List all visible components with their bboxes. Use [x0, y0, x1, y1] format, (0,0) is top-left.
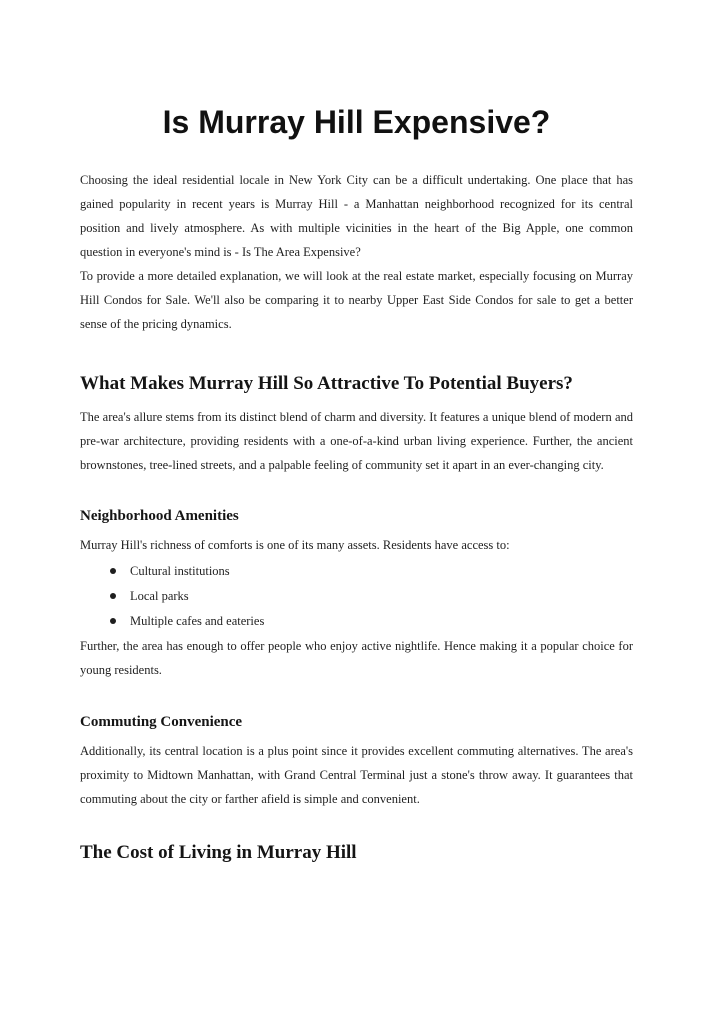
- document-title: Is Murray Hill Expensive?: [162, 104, 551, 140]
- list-item: Multiple cafes and eateries: [130, 609, 633, 633]
- commuting-paragraph: Additionally, its central location is a plus point since it provides excellent commuting alternatives. The area's proximity to Midtown Manhattan, with Grand Central Terminal just a stone's throw away. It guarantees that commuting about the city or farther afield is simple and convenient.: [80, 744, 633, 806]
- amenities-lead-paragraph: Murray Hill's richness of comforts is one of its many assets. Residents have access to:: [80, 538, 510, 552]
- list-item: Local parks: [130, 584, 633, 608]
- section-heading-attractive: What Makes Murray Hill So Attractive To Potential Buyers?: [80, 373, 573, 394]
- intro-paragraph-1: Choosing the ideal residential locale in New York City can be a difficult undertaking. One place that has gained popularity in recent years is Murray Hill - a Manhattan neighborhood recognized for its central position and lively atmosphere. As with multiple vicinities in the heart of the Big Apple, one common question in everyone's mind is - Is The Area Expensive?: [80, 173, 633, 259]
- section-heading-cost-of-living: The Cost of Living in Murray Hill: [80, 842, 357, 863]
- intro-paragraph-2: To provide a more detailed explanation, we will look at the real estate market, especially focusing on Murray Hill Condos for Sale. We'll also be comparing it to nearby Upper East Side Condos for sale to get a better sense of the pricing dynamics.: [80, 269, 633, 331]
- subsection-heading-commuting: Commuting Convenience: [80, 714, 243, 730]
- attractive-paragraph: The area's allure stems from its distinct blend of charm and diversity. It features a unique blend of modern and pre-war architecture, providing residents with a one-of-a-kind urban living experience. Further, the ancient brownstones, tree-lined streets, and a palpable feeling of community set it apart in an ever-changing city.: [80, 410, 633, 472]
- list-item: Cultural institutions: [130, 559, 633, 583]
- amenities-after-paragraph: Further, the area has enough to offer people who enjoy active nightlife. Hence making it a popular choice for young residents.: [80, 639, 633, 677]
- amenities-bullet-list: [80, 559, 633, 633]
- subsection-heading-amenities: Neighborhood Amenities: [80, 508, 239, 524]
